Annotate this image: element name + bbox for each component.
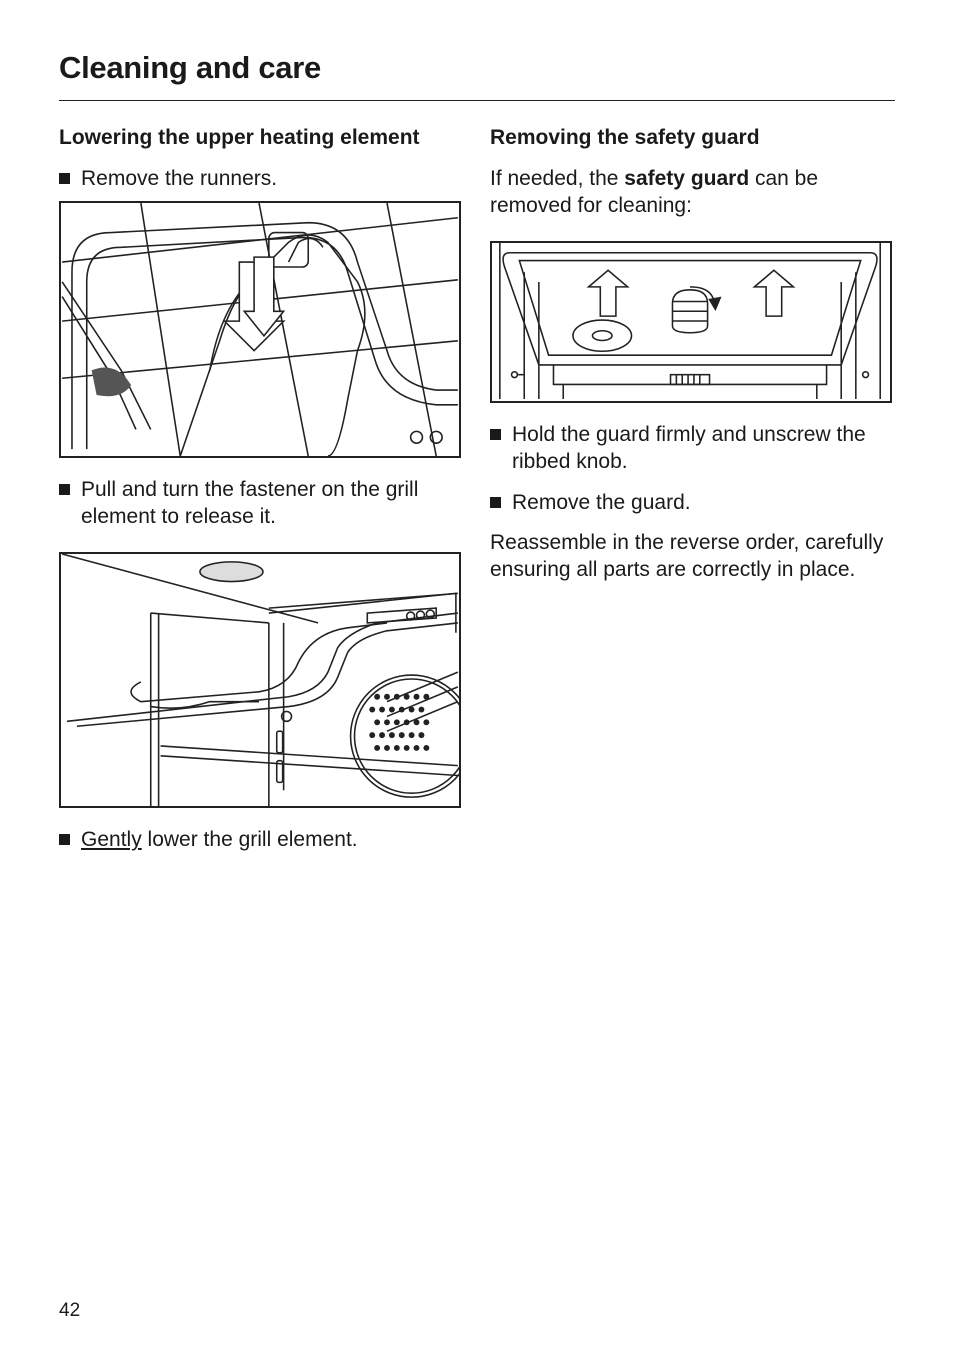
left-column — [59, 124, 463, 853]
illustration-safety-guard — [490, 241, 892, 403]
header-rule — [59, 100, 895, 101]
step-remove-guard: Remove the guard. — [490, 489, 894, 516]
illustration-hand-fastener — [59, 201, 461, 458]
bullet-icon — [59, 476, 81, 530]
right-column — [490, 124, 894, 583]
section-heading-lowering: Lowering the upper heating element — [59, 126, 420, 149]
intro-paragraph: If needed, the safety guard can be removed for cleaning: — [490, 167, 819, 218]
bullet-icon — [490, 421, 512, 475]
step-remove-runners: Remove the runners. — [59, 165, 463, 192]
step-hold-unscrew: Hold the guard firmly and unscrew the ribbed knob. — [490, 421, 894, 475]
bullet-icon — [490, 489, 512, 516]
step-pull-turn-fastener: Pull and turn the fastener on the grill element to release it. — [59, 476, 463, 530]
bullet-icon — [59, 165, 81, 192]
illustration-grill-element — [59, 552, 461, 808]
step-lower-grill: Gently lower the grill element. — [59, 826, 463, 853]
closing-paragraph: Reassemble in the reverse order, carefully ensuring all parts are correctly in place. — [490, 531, 884, 582]
section-heading-safety-guard: Removing the safety guard — [490, 126, 760, 149]
page-title: Cleaning and care — [59, 50, 321, 85]
page-number: 42 — [59, 1300, 81, 1321]
bullet-icon — [59, 826, 81, 853]
emphasis-gently: Gently — [81, 828, 142, 852]
